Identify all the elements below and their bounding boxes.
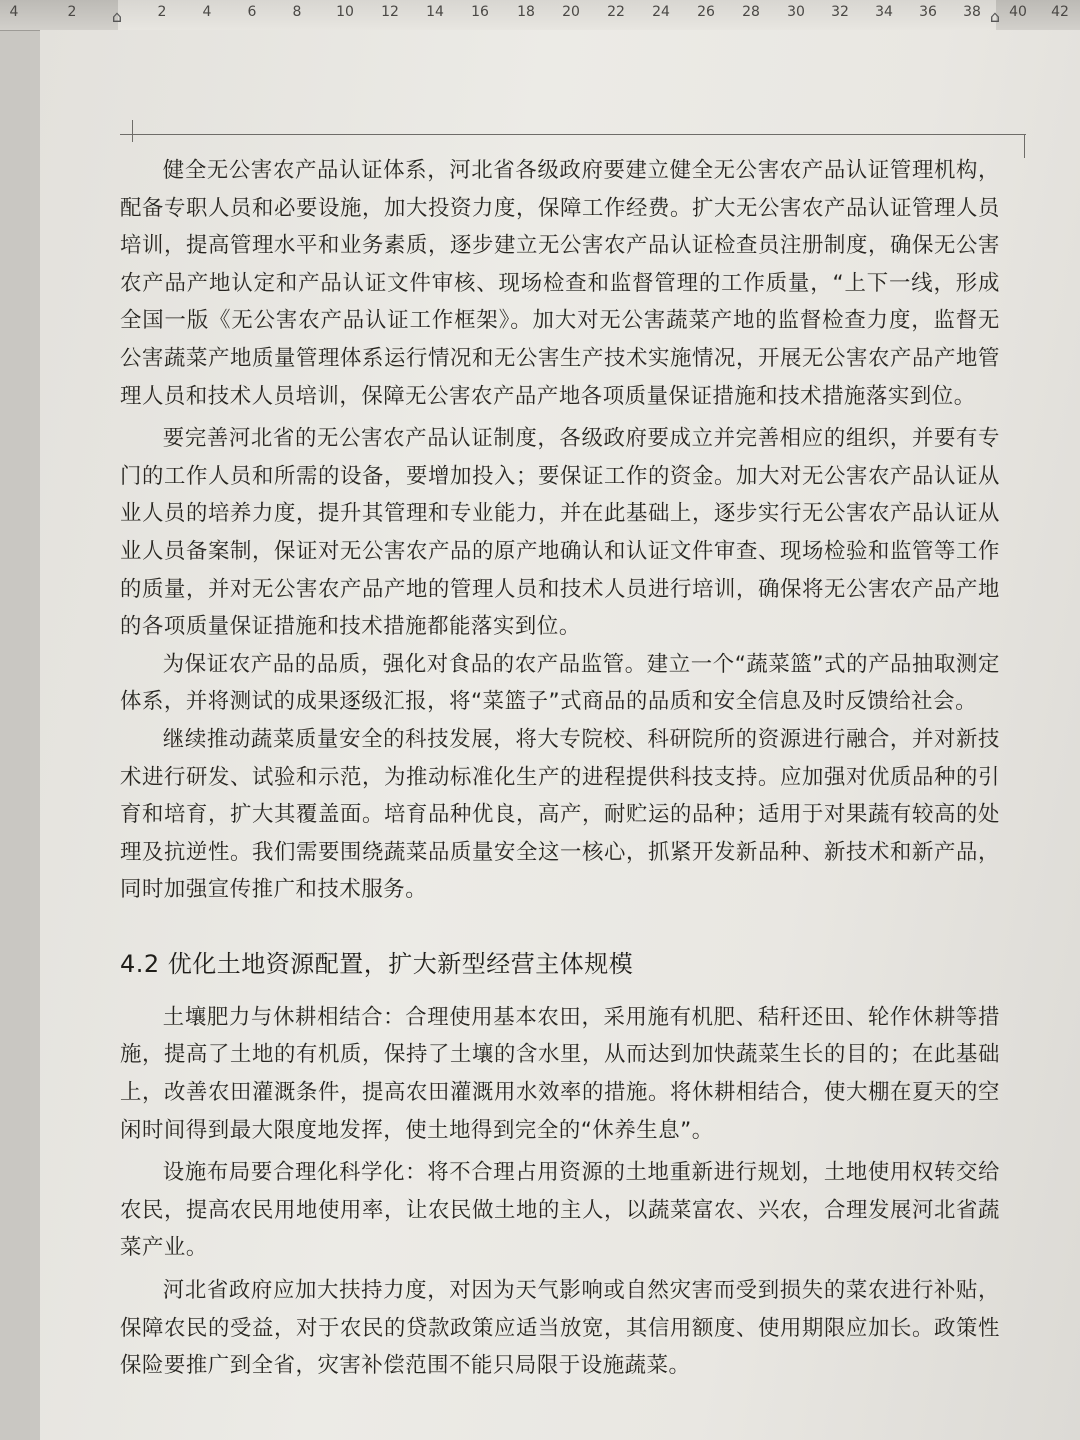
ruler-tick: 30 xyxy=(787,4,805,20)
ruler-tick: 22 xyxy=(607,4,625,20)
margin-corner-mark xyxy=(1024,134,1039,158)
paragraph[interactable]: 河北省政府应加大扶持力度，对因为天气影响或自然灾害而受到损失的菜农进行补贴，保障农民的受益，对于农民的贷款政策应适当放宽，其信用额度、使用期限应加长。政策性保险要推广到全省，灾害补偿范围不能只局限于设施蔬菜。 xyxy=(120,1278,1000,1379)
ruler-tick: 2 xyxy=(157,4,167,20)
ruler-tick: 6 xyxy=(247,4,257,20)
ruler-tick: 18 xyxy=(517,4,535,20)
paragraph[interactable]: 健全无公害农产品认证体系，河北省各级政府要建立健全无公害农产品认证管理机构，配备专职人员和必要设施，加大投资力度，保障工作经费。扩大无公害农产品认证管理人员培训，提高管理水平和业务素质，逐步建立无公害农产品认证检查员注册制度，确保无公害农产品产地认定和产品认证文件审核、现场检查和监督管理的工作质量，“上下一线，形成全国一版《无公害农产品认证工作框架》。加大对无公害蔬菜产地的监督检查力度，监督无公害蔬菜产地质量管理体系运行情况和无公害生产技术实施情况，开展无公害农产品产地管理人员和技术人员培训，保障无公害农产品产地各项质量保证措施和技术措施落实到位。 xyxy=(120,158,1000,409)
ruler-tick: 14 xyxy=(426,4,444,20)
header-boundary-line xyxy=(120,134,1026,135)
section-heading[interactable]: 4.2 优化土地资源配置，扩大新型经营主体规模 xyxy=(120,949,634,978)
ruler-tick: 16 xyxy=(471,4,489,20)
horizontal-ruler[interactable] xyxy=(0,0,1080,31)
paragraph[interactable]: 要完善河北省的无公害农产品认证制度，各级政府要成立并完善相应的组织，并要有专门的工作人员和所需的设备，要增加投入；要保证工作的资金。加大对无公害农产品认证从业人员的培养力度，提升其管理和专业能力，并在此基础上，逐步实行无公害农产品认证从业人员备案制，保证对无公害农产品的原产地确认和认证文件审查、现场检验和监管等工作的质量，并对无公害农产品产地的管理人员和技术人员进行培训，确保将无公害农产品产地的各项质量保证措施和技术措施都能落实到位。 xyxy=(120,426,1000,640)
ruler-tick: 12 xyxy=(381,4,399,20)
left-indent-marker[interactable]: ⌂ xyxy=(111,7,123,26)
ruler-tick: 20 xyxy=(562,4,580,20)
ruler-tick: 28 xyxy=(742,4,760,20)
document-body[interactable] xyxy=(120,152,1000,1385)
ruler-tick: 34 xyxy=(875,4,893,20)
ruler-tick: 2 xyxy=(67,4,77,20)
ruler-tick: 8 xyxy=(292,4,302,20)
ruler-tick: 32 xyxy=(831,4,849,20)
ruler-tick: 24 xyxy=(652,4,670,20)
paragraph[interactable]: 设施布局要合理化科学化：将不合理占用资源的土地重新进行规划，土地使用权转交给农民，提高农民用地使用率，让农民做土地的主人，以蔬菜富农、兴农，合理发展河北省蔬菜产业。 xyxy=(120,1160,1000,1261)
right-indent-marker[interactable]: ⌂ xyxy=(989,7,1001,26)
ruler-tick: 26 xyxy=(697,4,715,20)
paragraph[interactable]: 为保证农产品的品质，强化对食品的农产品监管。建立一个“蔬菜篮”式的产品抽取测定体系，并将测试的成果逐级汇报，将“菜篮子”式商品的品质和安全信息及时反馈给社会。 xyxy=(120,651,1000,715)
margin-corner-mark xyxy=(118,120,133,142)
ruler-tick: 38 xyxy=(963,4,981,20)
ruler-tick: 36 xyxy=(919,4,937,20)
ruler-tick: 40 xyxy=(1009,4,1027,20)
ruler-tick: 10 xyxy=(336,4,354,20)
ruler-tick: 42 xyxy=(1051,4,1069,20)
paragraph[interactable]: 土壤肥力与休耕相结合：合理使用基本农田，采用施有机肥、秸秆还田、轮作休耕等措施，提高了土地的有机质，保持了土壤的含水里，从而达到加快蔬菜生长的目的；在此基础上，改善农田灌溉条件，提高农田灌溉用水效率的措施。将休耕相结合，使大棚在夏天的空闲时间得到最大限度地发挥，使土地得到完全的“休养生息”。 xyxy=(120,1004,1000,1143)
ruler-tick: 4 xyxy=(202,4,212,20)
ruler-tick: 4 xyxy=(9,4,19,20)
paragraph[interactable]: 继续推动蔬菜质量安全的科技发展，将大专院校、科研院所的资源进行融合，并对新技术进行研发、试验和示范，为推动标准化生产的进程提供科技支持。应加强对优质品种的引育和培育，扩大其覆盖面。培育品种优良，高产，耐贮运的品种；适用于对果蔬有较高的处理及抗逆性。我们需要围绕蔬菜品质量安全这一核心，抓紧开发新品种、新技术和新产品，同时加强宣传推广和技术服务。 xyxy=(120,726,1000,903)
